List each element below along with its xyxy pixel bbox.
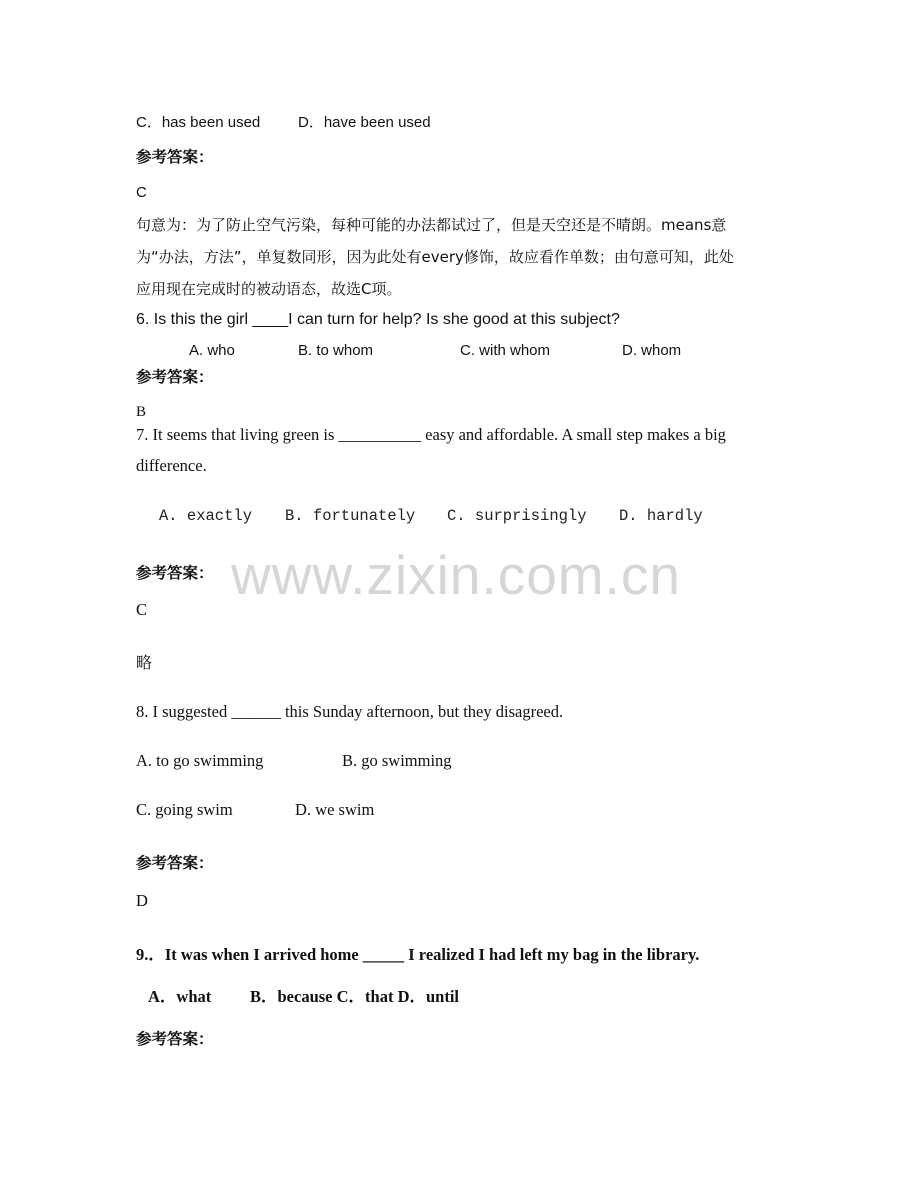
q7-option-c: C. surprisingly xyxy=(447,507,587,525)
q5-option-c: C．has been used xyxy=(136,114,261,131)
q9-options-bcd: B．because C．that D．until xyxy=(250,987,460,1006)
q7-option-a: A. exactly xyxy=(159,507,253,525)
watermark: www.zixin.com.cn xyxy=(231,544,681,606)
q5-explanation-line-1: 句意为：为了防止空气污染，每种可能的办法都试过了，但是天空还是不晴朗。means意 xyxy=(136,216,727,234)
q7-option-b: B. fortunately xyxy=(285,507,416,525)
q5-explanation-line-3: 应用现在完成时的被动语态，故选C项。 xyxy=(136,280,402,298)
q6-answer: B xyxy=(136,404,147,420)
q7-explanation: 略 xyxy=(136,653,153,672)
q8-stem: 8. I suggested ______ this Sunday afternoon, but they disagreed. xyxy=(136,702,564,721)
q7-answer: C xyxy=(136,600,148,619)
q6-option-c: C. with whom xyxy=(460,342,551,359)
q8-option-a: A. to go swimming xyxy=(136,751,264,770)
q9-stem: 9.．It was when I arrived home _____ I realized I had left my bag in the library. xyxy=(136,945,700,964)
q7-answer-label: 参考答案： xyxy=(136,564,214,582)
q8-answer-label: 参考答案： xyxy=(136,854,214,872)
q9-answer-label: 参考答案： xyxy=(136,1030,214,1048)
q7-stem-line-2: difference. xyxy=(136,456,207,475)
q9-option-a: A．what xyxy=(148,987,212,1006)
q5-answer: C xyxy=(136,184,147,201)
q6-option-a: A. who xyxy=(189,342,235,359)
q6-answer-label: 参考答案： xyxy=(136,368,214,386)
q6-option-b: B. to whom xyxy=(298,342,374,359)
q7-option-d: D. hardly xyxy=(619,507,703,525)
q6-stem: 6. Is this the girl ____I can turn for help? Is she good at this subject? xyxy=(136,311,620,328)
q6-option-d: D. whom xyxy=(622,342,682,359)
q8-option-d: D. we swim xyxy=(295,800,375,819)
q8-answer: D xyxy=(136,891,148,910)
q5-answer-label: 参考答案： xyxy=(136,148,214,166)
q7-stem-line-1: 7. It seems that living green is __________ easy and affordable. A small step makes a big xyxy=(136,425,726,444)
q8-option-c: C. going swim xyxy=(136,800,233,819)
q8-option-b: B. go swimming xyxy=(342,751,452,770)
q5-explanation-line-2: 为“办法，方法”，单复数同形，因为此处有every修饰，故应看作单数；由句意可知，此处 xyxy=(136,248,734,266)
q5-option-d: D．have been used xyxy=(298,114,431,131)
